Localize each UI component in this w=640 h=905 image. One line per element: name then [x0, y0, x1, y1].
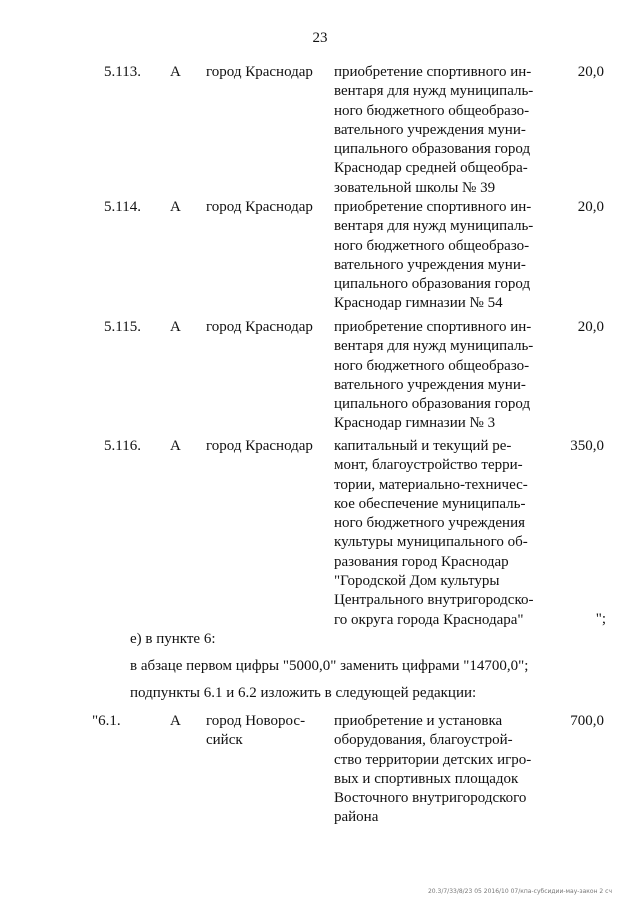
row-number: "6.1.	[92, 713, 121, 729]
description-line: вых и спортивных площадок	[334, 770, 519, 787]
description-line: Краснодар гимназии № 3	[334, 415, 496, 432]
description-line: вентаря для нужд муниципаль-	[334, 83, 534, 100]
description-line: ципального образования город	[334, 276, 531, 293]
row-category: А	[170, 438, 181, 454]
description-line: ципального образования город	[334, 396, 531, 413]
description-line: тории, материально-техничес-	[334, 476, 528, 493]
row-amount: 350,0	[570, 438, 604, 454]
description-line: ципального образования город	[334, 141, 531, 158]
row-amount: 700,0	[570, 713, 604, 729]
paragraph-subpoints: подпункты 6.1 и 6.2 изложить в следующей редакции:	[130, 685, 477, 701]
description-line: ного бюджетного общеобразо-	[334, 237, 530, 254]
description-line: монт, благоустройство терри-	[334, 457, 523, 474]
description-line: "Городской Дом культуры	[334, 573, 500, 590]
description-line: ство территории детских игро-	[334, 751, 532, 768]
description-line: Центрального внутригородско-	[334, 592, 534, 609]
description-line: Краснодар средней общеобра-	[334, 160, 528, 177]
description-line: района	[334, 809, 379, 826]
row-category: А	[170, 64, 181, 80]
row-municipality: город Краснодар	[206, 199, 313, 215]
row-municipality: город Краснодар	[206, 64, 313, 80]
row-description	[334, 318, 534, 434]
description-line: Восточного внутригородского	[334, 790, 527, 807]
row-number: 5.114.	[104, 199, 141, 215]
row-number: 5.116.	[104, 438, 141, 454]
municipality-line: сийск	[206, 732, 243, 749]
row-description	[334, 712, 534, 828]
municipality-line: город Новорос-	[206, 713, 306, 729]
page-number: 23	[312, 30, 328, 46]
row-number: 5.115.	[104, 319, 141, 335]
description-line: вательного учреждения муни-	[334, 121, 526, 138]
paragraph-item-e: е) в пункте 6:	[130, 631, 216, 647]
description-line: зовательной школы № 39	[334, 179, 496, 196]
description-line: кое обеспечение муниципаль-	[334, 495, 526, 512]
row-amount: 20,0	[577, 319, 604, 335]
row-number: 5.113.	[104, 64, 141, 80]
description-line: го округа города Краснодара"	[334, 611, 524, 628]
row-description	[334, 63, 534, 198]
row-amount: 20,0	[577, 64, 604, 80]
description-line: приобретение и установка	[334, 713, 503, 729]
document-footer-code: 20.3/7/33/8/23 05 2016/10 07/кпа-субсидии-мау-закон 2 сч	[427, 888, 612, 895]
paragraph-first-abzac: в абзаце первом цифры "5000,0" заменить цифрами "14700,0";	[130, 658, 529, 674]
row-category: А	[170, 319, 181, 335]
row-amount: 20,0	[577, 199, 604, 215]
closing-quote-mark: ";	[595, 611, 606, 627]
description-line: приобретение спортивного ин-	[334, 199, 532, 215]
row-municipality: город Краснодар	[206, 319, 313, 335]
row-category: А	[170, 713, 181, 729]
row-category: А	[170, 199, 181, 215]
description-line: культуры муниципального об-	[334, 534, 528, 551]
row-description	[334, 198, 534, 314]
row-municipality	[206, 712, 324, 751]
description-line: ного бюджетного учреждения	[334, 515, 526, 532]
description-line: разования город Краснодар	[334, 553, 509, 570]
description-line: Краснодар гимназии № 54	[334, 295, 503, 312]
description-line: капитальный и текущий ре-	[334, 438, 512, 454]
description-line: ного бюджетного общеобразо-	[334, 357, 530, 374]
description-line: вентаря для нужд муниципаль-	[334, 218, 534, 235]
description-line: приобретение спортивного ин-	[334, 64, 532, 80]
description-line: вательного учреждения муни-	[334, 256, 526, 273]
row-description	[334, 437, 534, 630]
description-line: приобретение спортивного ин-	[334, 319, 532, 335]
row-municipality: город Краснодар	[206, 438, 313, 454]
description-line: оборудования, благоустрой-	[334, 732, 513, 749]
description-line: вательного учреждения муни-	[334, 376, 526, 393]
description-line: ного бюджетного общеобразо-	[334, 102, 530, 119]
description-line: вентаря для нужд муниципаль-	[334, 338, 534, 355]
